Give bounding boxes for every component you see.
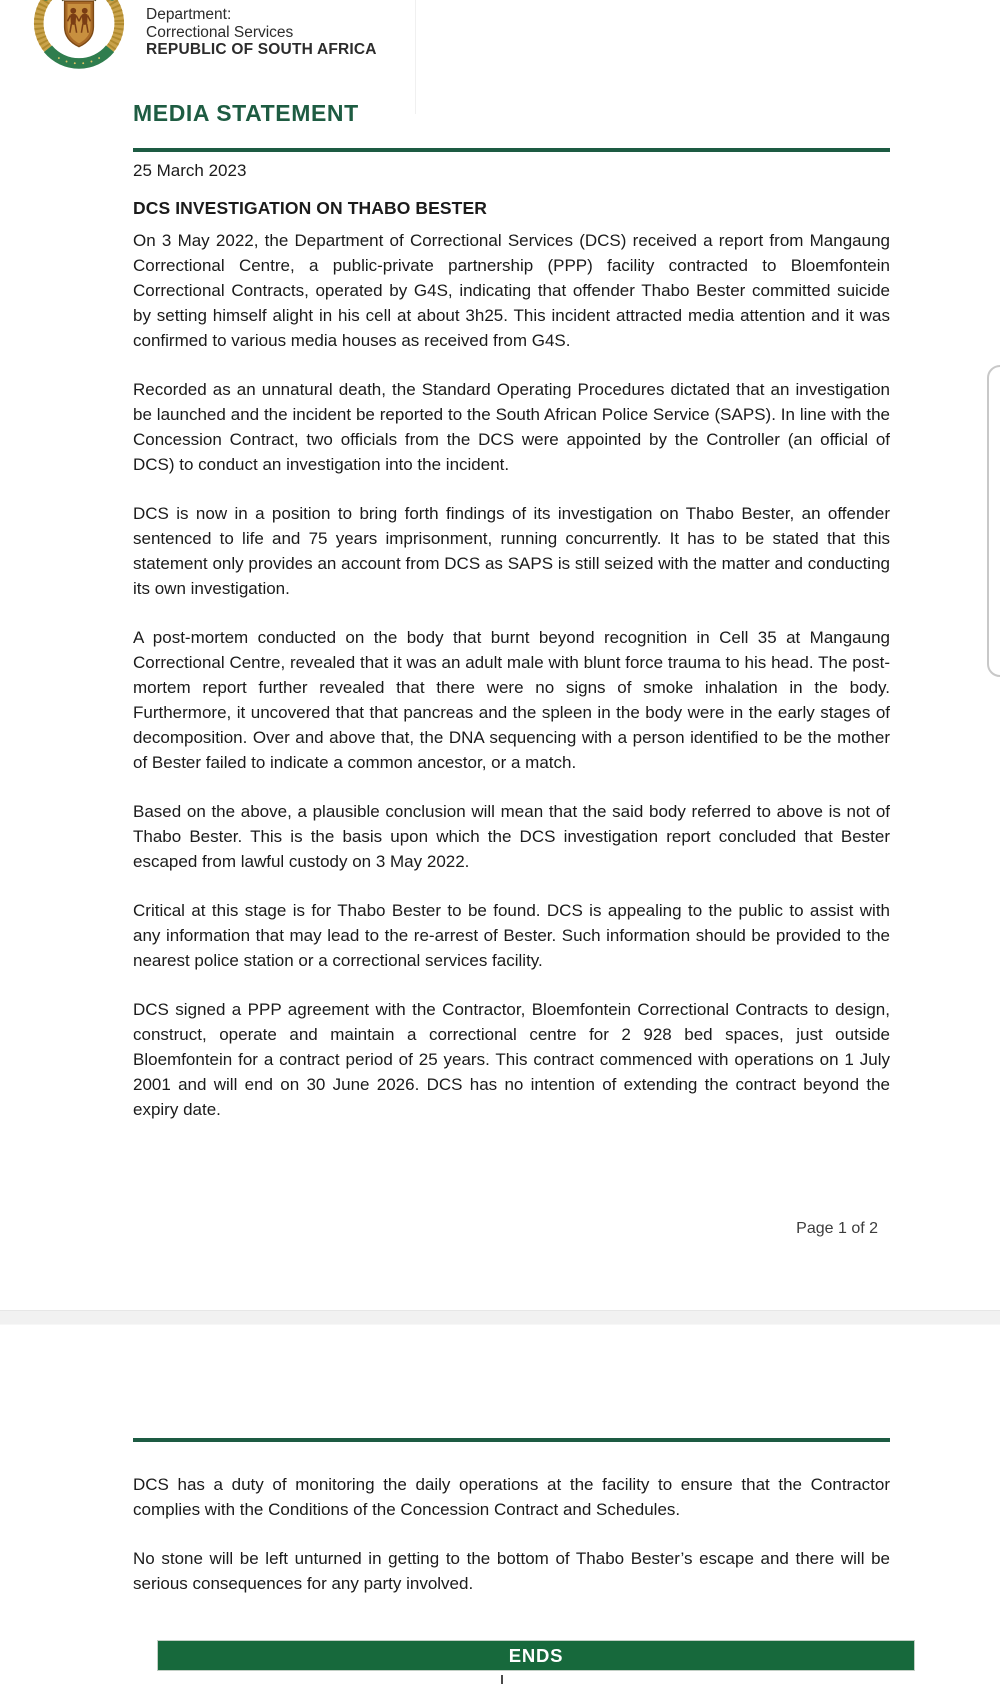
page1-body bbox=[133, 228, 890, 1122]
scrollbar-thumb[interactable] bbox=[987, 365, 1000, 677]
statement-paragraph: On 3 May 2022, the Department of Correctional Services (DCS) received a report from Mangaung Correctional Centre, a public-private partnership (PPP) facility contracted to Bloemfontein Correctional Contracts, operated by G4S, indicating that offender Thabo Bester committed suicide by setting himself alight in his cell at about 3h25. This incident attracted media attention and it was confirmed to various media houses as received from G4S. bbox=[133, 231, 890, 350]
statement-paragraph: Recorded as an unnatural death, the Standard Operating Procedures dictated that an investigation be launched and the incident be reported to the South African Police Service (SAPS). In line with the Concession Contract, two officials from the DCS were appointed by the Controller (an official of DCS) to conduct an investigation into the incident. bbox=[133, 380, 890, 474]
page-break-separator bbox=[0, 1310, 1000, 1325]
statement-paragraph: DCS signed a PPP agreement with the Contractor, Bloemfontein Correctional Contracts to design, construct, operate and maintain a correctional centre for 2 928 bed spaces, just outside Bloemfontein for a contract period of 25 years. This contract commenced with operations on 1 July 2001 and will end on 30 June 2026. DCS has no intention of extending the contract beyond the expiry date. bbox=[133, 1000, 890, 1119]
letterhead-text bbox=[146, 6, 377, 59]
page2-body bbox=[133, 1472, 890, 1620]
page-indicator: Page 1 of 2 bbox=[796, 1220, 878, 1237]
page2-top-rule bbox=[133, 1438, 890, 1442]
letterhead-image-edge bbox=[415, 0, 416, 114]
text-cursor-artifact bbox=[501, 1675, 503, 1684]
statement-date: 25 March 2023 bbox=[133, 161, 247, 180]
ends-label: ENDS bbox=[508, 1644, 564, 1666]
country-name: REPUBLIC OF SOUTH AFRICA bbox=[146, 41, 377, 58]
statement-paragraph: DCS is now in a position to bring forth findings of its investigation on Thabo Bester, an offender sentenced to life and 75 years imprisonment, running concurrently. It has to be stated that this statement only provides an account from DCS as SAPS is still seized with the matter and conducting its own investigation. bbox=[133, 504, 890, 598]
statement-paragraph: A post-mortem conducted on the body that burnt beyond recognition in Cell 35 at Mangaung Correctional Centre, revealed that it was an adult male with blunt force trauma to his head. The post-mortem report further revealed that there were no signs of smoke inhalation in the body. Furthermore, it uncovered that that pancreas and the spleen in the body were in the early stages of decomposition. Over and above that, the DNA sequencing with a person identified to be the mother of Bester failed to indicate a common ancestor, or a match. bbox=[133, 628, 890, 772]
statement-paragraph: No stone will be left unturned in getting to the bottom of Thabo Bester’s escape and there will be serious consequences for any party involved. bbox=[133, 1549, 890, 1593]
statement-paragraph: Based on the above, a plausible conclusion will mean that the said body referred to above is not of Thabo Bester. This is the basis upon which the DCS investigation report concluded that Bester escaped from lawful custody on 3 May 2022. bbox=[133, 802, 890, 871]
coat-of-arms-icon bbox=[33, 0, 125, 73]
media-statement-title: MEDIA STATEMENT bbox=[133, 100, 359, 126]
statement-paragraph: DCS has a duty of monitoring the daily operations at the facility to ensure that the Contractor complies with the Conditions of the Concession Contract and Schedules. bbox=[133, 1475, 890, 1519]
coat-of-arms-logo bbox=[33, 0, 125, 73]
department-name: Correctional Services bbox=[146, 23, 294, 41]
statement-heading: DCS INVESTIGATION ON THABO BESTER bbox=[133, 198, 487, 218]
department-label: Department: bbox=[146, 6, 232, 23]
title-underline-rule bbox=[133, 148, 890, 152]
statement-paragraph: Critical at this stage is for Thabo Bester to be found. DCS is appealing to the public to assist with any information that may lead to the re-arrest of Bester. Such information should be provided to the nearest police station or a correctional services facility. bbox=[133, 901, 890, 970]
ends-banner bbox=[157, 1640, 915, 1671]
